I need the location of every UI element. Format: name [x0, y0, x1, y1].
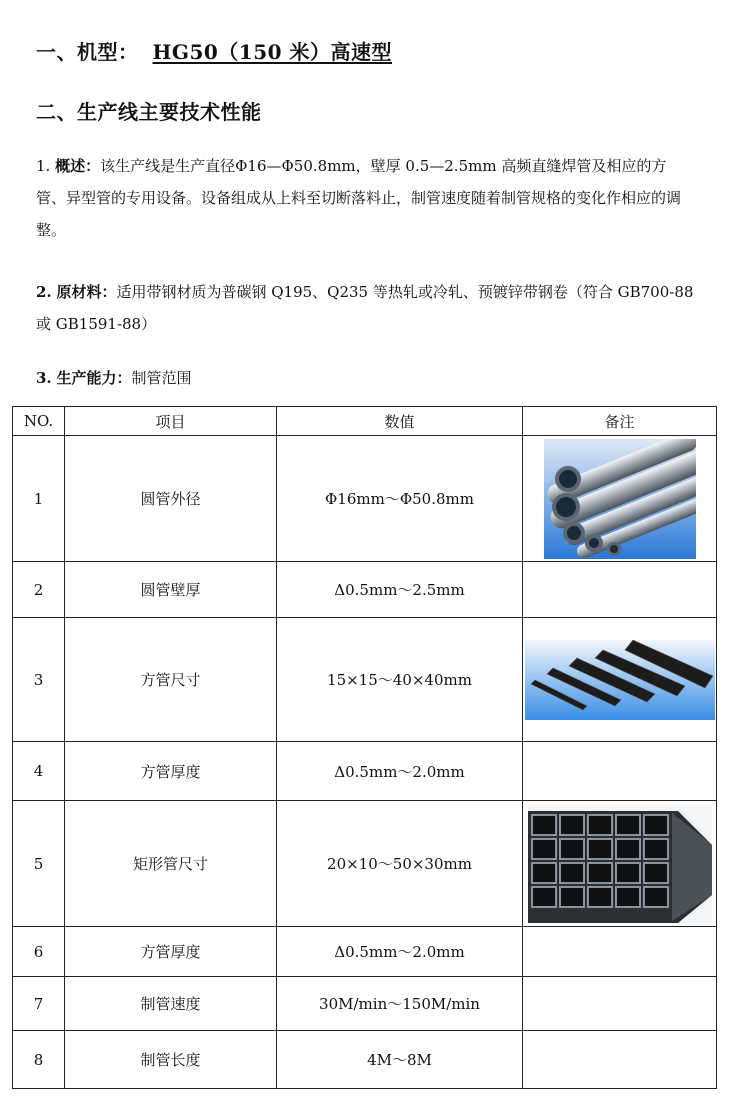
- row-no: 3: [13, 618, 65, 742]
- row-note: [523, 801, 717, 927]
- capacity-text: 制管范围: [131, 369, 192, 387]
- rectangular-tubes-photo: [528, 805, 712, 923]
- row-no: 6: [13, 927, 65, 977]
- row-note: [523, 436, 717, 562]
- row-item: 制管长度: [65, 1031, 277, 1089]
- row-no: 2: [13, 562, 65, 618]
- capacity-paragraph: [36, 362, 696, 394]
- row-value: 15×15～40×40mm: [277, 618, 523, 742]
- row-no: 8: [13, 1031, 65, 1089]
- row-note: [523, 1031, 717, 1089]
- performance-heading: 二、生产线主要技术性能: [36, 100, 262, 124]
- row-item: 圆管外径: [65, 436, 277, 562]
- row-value: 20×10～50×30mm: [277, 801, 523, 927]
- row-item: 方管尺寸: [65, 618, 277, 742]
- table-row: [13, 436, 717, 562]
- table-row: [13, 618, 717, 742]
- model-heading: [36, 36, 392, 65]
- row-note: [523, 927, 717, 977]
- table-row: [13, 801, 717, 927]
- material-paragraph: [36, 276, 696, 340]
- row-value: 30M/min～150M/min: [277, 977, 523, 1031]
- row-no: 7: [13, 977, 65, 1031]
- overview-label: 概述：: [55, 157, 101, 175]
- table-row: [13, 927, 717, 977]
- table-header-row: [13, 407, 717, 436]
- row-item: 方管厚度: [65, 927, 277, 977]
- material-num: 2.: [36, 283, 52, 301]
- row-value: Δ0.5mm～2.0mm: [277, 742, 523, 801]
- header-note: 备注: [523, 407, 717, 436]
- model-name: HG50（150 米）高速型: [152, 40, 393, 64]
- row-value: Δ0.5mm～2.0mm: [277, 927, 523, 977]
- table-row: [13, 977, 717, 1031]
- overview-text: 该生产线是生产直径Φ16—Φ50.8mm，壁厚 0.5—2.5mm 高频直缝焊管及相应的方管、异型管的专用设备。设备组成从上料至切断落料止，制管速度随着制管规格的变化作相应的调整。: [36, 157, 682, 239]
- header-no: NO.: [13, 407, 65, 436]
- overview-paragraph: [36, 150, 696, 246]
- row-item: 制管速度: [65, 977, 277, 1031]
- row-note: [523, 977, 717, 1031]
- capacity-label: 生产能力：: [56, 369, 132, 387]
- row-item: 矩形管尺寸: [65, 801, 277, 927]
- spec-table: [12, 406, 717, 1089]
- material-label: 原材料：: [56, 283, 117, 301]
- row-value: Δ0.5mm～2.5mm: [277, 562, 523, 618]
- capacity-num: 3.: [36, 369, 52, 387]
- round-pipes-photo: [544, 439, 696, 559]
- row-note: [523, 562, 717, 618]
- header-value: 数值: [277, 407, 523, 436]
- header-item: 项目: [65, 407, 277, 436]
- table-row: [13, 1031, 717, 1089]
- row-value: Φ16mm～Φ50.8mm: [277, 436, 523, 562]
- row-item: 圆管壁厚: [65, 562, 277, 618]
- table-row: [13, 742, 717, 801]
- row-note: [523, 618, 717, 742]
- square-tubes-photo: [525, 640, 715, 720]
- row-note: [523, 742, 717, 801]
- model-heading-prefix: 一、机型：: [36, 40, 139, 64]
- table-row: [13, 562, 717, 618]
- row-value: 4M～8M: [277, 1031, 523, 1089]
- row-no: 4: [13, 742, 65, 801]
- row-item: 方管厚度: [65, 742, 277, 801]
- overview-num: 1.: [36, 157, 51, 175]
- row-no: 1: [13, 436, 65, 562]
- material-text: 适用带钢材质为普碳钢 Q195、Q235 等热轧或冷轧、预镀锌带钢卷（符合 GB700-88 或 GB1591-88）: [36, 283, 694, 333]
- row-no: 5: [13, 801, 65, 927]
